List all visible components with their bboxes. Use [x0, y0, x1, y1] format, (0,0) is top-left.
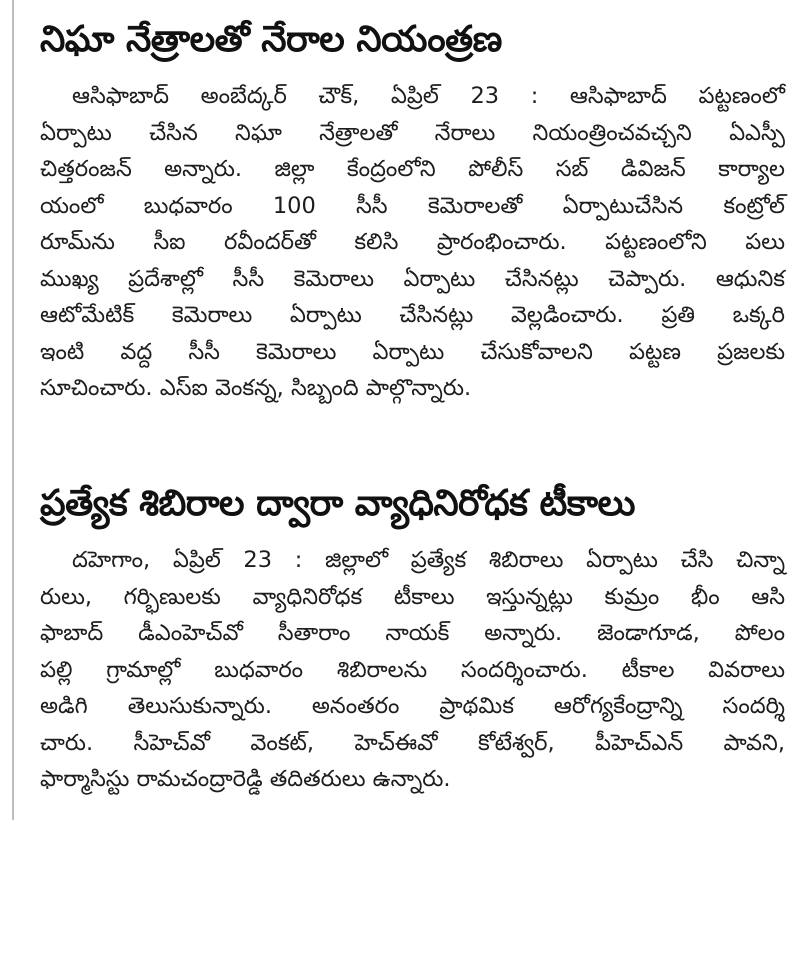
cropped-previous-text	[40, 0, 560, 6]
body-line: పల్లి గ్రామాల్లో బుధవారం శిబిరాలను సందర్శించారు. టీకాల వివరాలు	[40, 656, 785, 683]
body-line: రూమ్‌ను సీఐ రవీందర్‌తో కలిసి ప్రారంభించారు. పట్టణంలోని పలు	[40, 229, 785, 255]
body-line: సూచించారు. ఎస్ఐ వెంకన్న, సిబ్బంది పాల్గొన్నారు.	[40, 375, 472, 401]
article-body	[40, 78, 785, 407]
body-line: ముఖ్య ప్రదేశాల్లో సీసీ కెమెరాలు ఏర్పాటు చేసినట్లు చెప్పారు. ఆధునిక	[40, 265, 785, 292]
body-line: ఆసిఫాబాద్ అంబేద్కర్ చౌక్, ఏప్రిల్ 23 : ఆసిఫాబాద్ పట్టణంలో	[72, 83, 785, 109]
body-line: దహెగాం, ఏప్రిల్ 23 : జిల్లాలో ప్రత్యేక శిబిరాలు ఏర్పాటు చేసి చిన్నా	[72, 547, 785, 573]
body-line: ఫాబాద్ డీఎంహెచ్‌వో సీతారాం నాయక్ అన్నారు. జెండాగూడ, పోలం	[40, 620, 785, 646]
body-line: ఇంటి వద్ద సీసీ కెమెరాలు ఏర్పాటు చేసుకోవాలని పట్టణ ప్రజలకు	[40, 338, 785, 365]
article-vaccination-camps	[40, 478, 785, 798]
body-line: యంలో బుధవారం 100 సీసీ కెమెరాలతో ఏర్పాటుచేసిన కంట్రోల్	[40, 192, 785, 219]
article-body	[40, 542, 785, 798]
article-cctv-crime-control	[40, 14, 785, 407]
body-line: ఆటోమేటిక్ కెమెరాలు ఏర్పాటు చేసినట్లు వెల్లడించారు. ప్రతి ఒక్కరి	[40, 302, 785, 328]
body-line: ఏర్పాటు చేసిన నిఘా నేత్రాలతో నేరాలు నియంత్రించవచ్చని ఏఎస్పీ	[40, 119, 785, 146]
column-divider	[12, 0, 14, 820]
body-line: చిత్తరంజన్ అన్నారు. జిల్లా కేంద్రంలోని పోలీస్ సబ్ డివిజన్ కార్యాల	[40, 156, 785, 182]
headline: నిఘా నేత్రాలతో నేరాల నియంత్రణ	[40, 19, 502, 60]
body-line: ఫార్మాసిస్టు రామచంద్రారెడ్డి తదితరులు ఉన్నారు.	[40, 766, 451, 792]
body-line: రులు, గర్భిణులకు వ్యాధినిరోధక టీకాలు ఇస్తున్నట్లు కుమ్రం భీం ఆసి	[40, 583, 785, 610]
body-line: చారు. సీహెచ్‌వో వెంకట్, హెచ్ఈవో కోటేశ్వర్, పీహెచ్ఎన్ పావని,	[40, 729, 785, 756]
headline: ప్రత్యేక శిబిరాల ద్వారా వ్యాధినిరోధక టీకాలు	[40, 483, 635, 524]
body-line: అడిగి తెలుసుకున్నారు. అనంతరం ప్రాథమిక ఆరోగ్యకేంద్రాన్ని సందర్శి	[40, 693, 785, 719]
